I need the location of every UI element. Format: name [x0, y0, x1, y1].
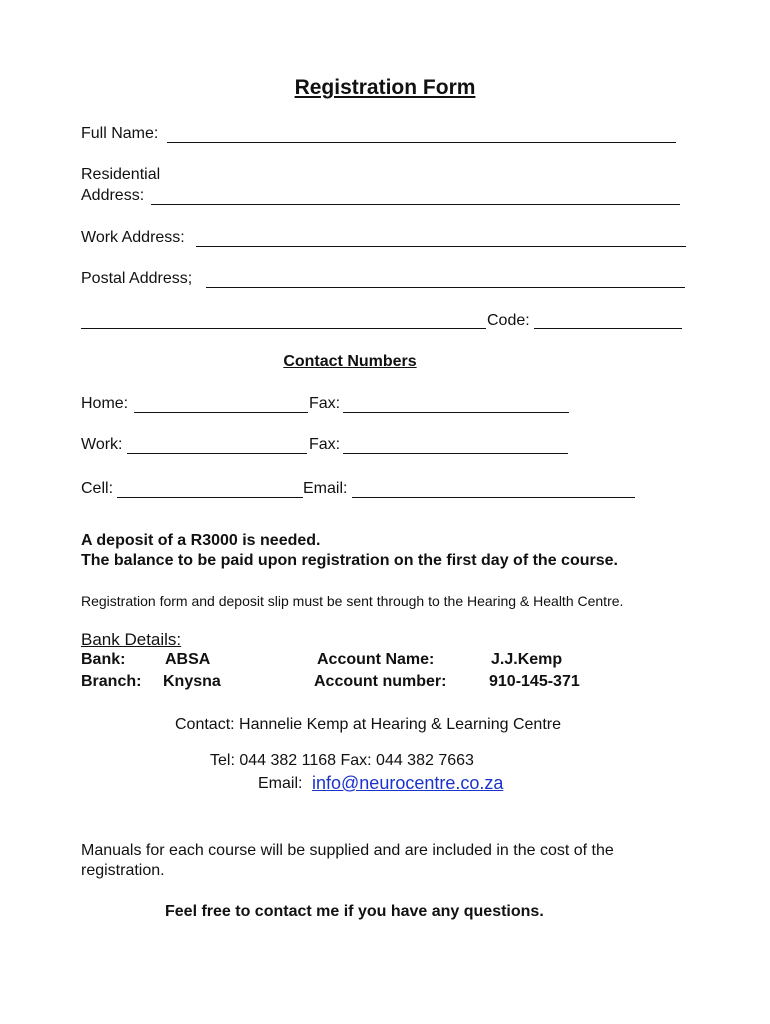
fax-label-1: Fax: [309, 395, 341, 412]
deposit-line-1: A deposit of a R3000 is needed. [81, 532, 321, 549]
home-field[interactable] [134, 412, 308, 413]
contact-email-link[interactable]: info@neurocentre.co.za [312, 773, 504, 793]
cell-field[interactable] [117, 497, 303, 498]
account-number-value: 910-145-371 [489, 673, 580, 690]
postal-address-field[interactable] [206, 287, 685, 288]
full-name-field[interactable] [167, 142, 676, 143]
home-label: Home: [81, 395, 129, 412]
account-name-label: Account Name: [317, 651, 435, 668]
bank-details-heading: Bank Details: [81, 630, 182, 649]
deposit-line-2: The balance to be paid upon registration on the first day of the course. [81, 552, 618, 569]
tel-fax-line: Tel: 044 382 1168 Fax: 044 382 7663 [210, 752, 474, 769]
work-address-field[interactable] [196, 246, 686, 247]
page-title: Registration Form [294, 76, 476, 99]
residential-address-field[interactable] [151, 204, 680, 205]
postal-address-line2-field[interactable] [81, 328, 486, 329]
code-field[interactable] [534, 328, 682, 329]
manuals-line-2: registration. [81, 862, 165, 879]
account-number-label: Account number: [314, 673, 447, 690]
account-name-value: J.J.Kemp [491, 651, 563, 668]
residential-label-line2: Address: [81, 187, 145, 204]
fax-field-1[interactable] [343, 412, 569, 413]
branch-label: Branch: [81, 673, 142, 690]
email-field[interactable] [352, 497, 635, 498]
bank-value: ABSA [165, 651, 211, 668]
full-name-label: Full Name: [81, 125, 159, 142]
work-phone-field[interactable] [127, 453, 307, 454]
contact-email-label: Email: [258, 775, 303, 792]
bank-label: Bank: [81, 651, 126, 668]
residential-label-line1: Residential [81, 166, 161, 183]
branch-value: Knysna [163, 673, 221, 690]
work-label: Work: [81, 436, 123, 453]
cell-label: Cell: [81, 480, 114, 497]
postal-address-label: Postal Address; [81, 270, 193, 287]
manuals-line-1: Manuals for each course will be supplied and are included in the cost of the [81, 842, 614, 859]
notice-text: Registration form and deposit slip must be sent through to the Hearing & Health Centre. [81, 593, 624, 609]
contact-line: Contact: Hannelie Kemp at Hearing & Learning Centre [175, 716, 561, 733]
email-label: Email: [303, 480, 348, 497]
closing-text: Feel free to contact me if you have any questions. [165, 903, 544, 920]
code-label: Code: [487, 312, 530, 329]
work-address-label: Work Address: [81, 229, 185, 246]
contact-numbers-heading: Contact Numbers [283, 353, 417, 370]
fax-field-2[interactable] [343, 453, 568, 454]
fax-label-2: Fax: [309, 436, 341, 453]
